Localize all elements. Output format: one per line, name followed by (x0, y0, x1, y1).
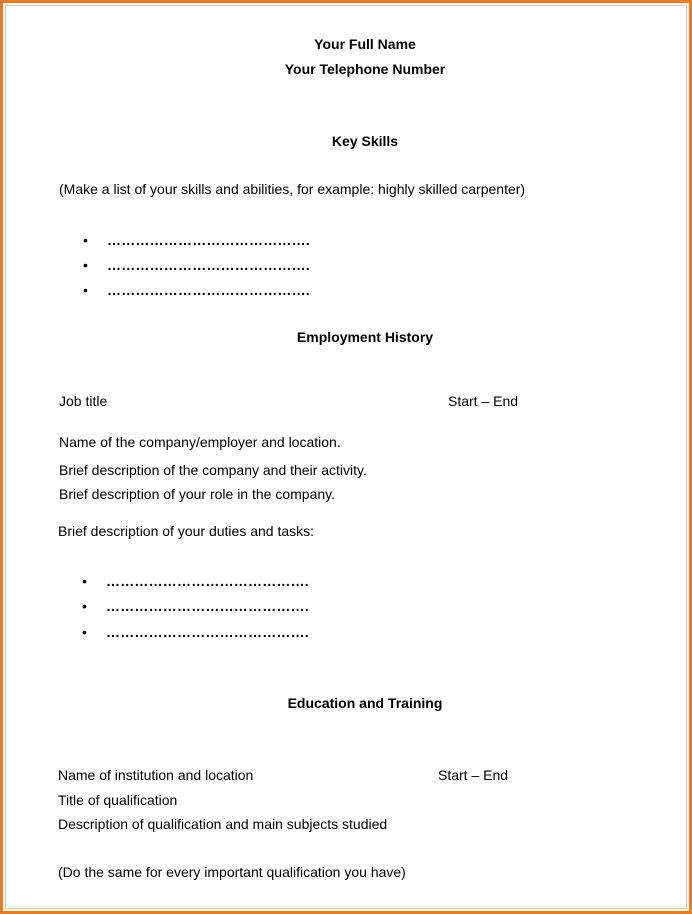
blank-line: ……………………………………. (106, 624, 309, 640)
qualification-note: (Do the same for every important qualification you have) (58, 864, 406, 880)
employment-dates-label: Start – End (448, 393, 519, 409)
key-skills-instruction: (Make a list of your skills and abilities, for example: highly skilled carpenter) (59, 181, 526, 197)
education-dates-label: Start – End (438, 767, 509, 783)
bullet-icon: • (83, 282, 88, 298)
blank-line: ……………………………………. (107, 282, 310, 298)
key-skills-heading: Key Skills (331, 133, 399, 149)
qualification-description-label: Description of qualification and main subjects studied (58, 816, 388, 832)
duties-label: Brief description of your duties and tasks: (58, 523, 315, 539)
qualification-label: Title of qualification (58, 792, 178, 808)
role-description-label: Brief description of your role in the company. (59, 486, 335, 502)
education-heading: Education and Training (287, 695, 443, 711)
bullet-icon: • (82, 598, 87, 614)
full-name-heading: Your Full Name (314, 36, 416, 52)
institution-label: Name of institution and location (58, 767, 254, 783)
company-description-label: Brief description of the company and their activity. (59, 462, 367, 478)
telephone-heading: Your Telephone Number (284, 61, 446, 77)
bullet-icon: • (82, 624, 87, 640)
blank-line: ……………………………………. (106, 573, 309, 589)
employment-history-heading: Employment History (296, 329, 434, 345)
job-title-label: Job title (59, 393, 108, 409)
blank-line: ……………………………………. (107, 232, 310, 248)
company-label: Name of the company/employer and location. (59, 434, 341, 450)
bullet-icon: • (82, 573, 87, 589)
bullet-icon: • (83, 232, 88, 248)
blank-line: ……………………………………. (106, 598, 309, 614)
bullet-icon: • (83, 257, 88, 273)
blank-line: ……………………………………. (107, 257, 310, 273)
